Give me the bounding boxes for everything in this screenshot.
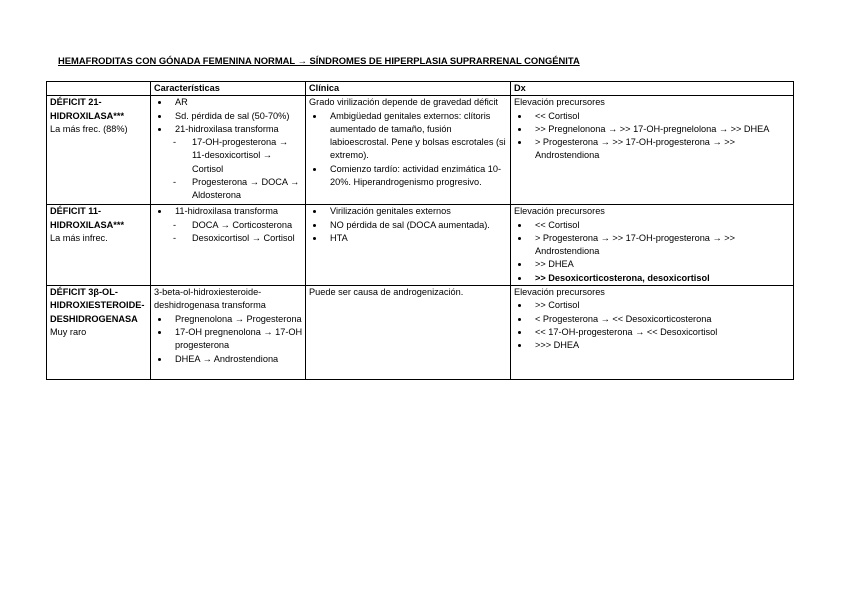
table-row	[47, 286, 794, 380]
cell-text: Grado virilización depende de gravedad déficit	[309, 97, 498, 108]
list-item: - DOCA → Corticosterona	[154, 219, 303, 232]
clinica-cell	[306, 205, 511, 286]
deficit-name-line1: DÉFICIT 11-	[50, 206, 102, 217]
list-item: Comienzo tardío: actividad enzimática 10-20%. Hiperandrogenismo progresivo.	[309, 163, 508, 190]
deficit-name-line2: HIDROXIESTEROIDE-	[50, 300, 145, 311]
list-item: 11-hidroxilasa transforma	[154, 205, 303, 218]
cell-text: Puede ser causa de androgenización.	[309, 287, 464, 298]
row-label-21-hidroxilasa	[47, 96, 151, 205]
list-item: >> Cortisol	[514, 299, 791, 312]
list-item: Pregnenolona → Progesterona	[154, 313, 303, 326]
deficit-note: Muy raro	[50, 326, 87, 337]
list-item: AR	[154, 96, 303, 109]
deficit-name-line2: HIDROXILASA***	[50, 110, 125, 121]
clinica-cell	[306, 96, 511, 205]
list-item: << Cortisol	[514, 110, 791, 123]
list-item: NO pérdida de sal (DOCA aumentada).	[309, 219, 508, 232]
dx-cell	[511, 286, 794, 380]
row-label-11-hidroxilasa	[47, 205, 151, 286]
table-row	[47, 205, 794, 286]
clinica-cell	[306, 286, 511, 380]
caracteristicas-cell	[151, 205, 306, 286]
deficit-name-line3: DESHIDROGENASA	[50, 313, 138, 324]
dx-cell	[511, 96, 794, 205]
list-item: 21-hidroxilasa transforma	[154, 123, 303, 136]
list-item: > Progesterona → >> 17-OH-progesterona → >> Androstendiona	[514, 136, 791, 163]
cell-text: 3-beta-ol-hidroxiesteroide-deshidrogenasa transforma	[154, 287, 266, 311]
deficit-name-line1: DÉFICIT 3β-OL-	[50, 287, 118, 298]
list-item: >> Pregnelonona → >> 17-OH-pregnelolona → >> DHEA	[514, 123, 791, 136]
hyperplasia-table	[46, 81, 794, 380]
dx-cell	[511, 205, 794, 286]
cell-text: Elevación precursores	[514, 97, 605, 108]
table-header-row	[47, 82, 794, 96]
deficit-name-line1: DÉFICIT 21-	[50, 97, 102, 108]
deficit-note: La más frec. (88%)	[50, 123, 128, 134]
list-item: DHEA → Androstendiona	[154, 353, 303, 366]
caracteristicas-cell	[151, 96, 306, 205]
cell-text: Elevación precursores	[514, 287, 605, 298]
list-item: - Progesterona → DOCA → Aldosterona	[154, 176, 303, 203]
list-item: Sd. pérdida de sal (50-70%)	[154, 110, 303, 123]
list-item: Virilización genitales externos	[309, 205, 508, 218]
deficit-note: La más infrec.	[50, 232, 108, 243]
list-item: >>> DHEA	[514, 339, 791, 352]
header-clinica: Clínica	[306, 82, 511, 96]
list-item: 17-OH pregnenolona → 17-OH progesterona	[154, 326, 303, 353]
list-item: Ambigüedad genitales externos: clítoris aumentado de tamaño, fusión labioescrostal. Pene y bolsas escrotales (si extremo).	[309, 110, 508, 163]
page-title: HEMAFRODITAS CON GÓNADA FEMENINA NORMAL → SÍNDROMES DE HIPERPLASIA SUPRARRENAL CONGÉNITA	[58, 55, 580, 66]
cell-text: Elevación precursores	[514, 206, 605, 217]
list-item: - Desoxicortisol → Cortisol	[154, 232, 303, 245]
list-item: - 17-OH-progesterona → 11-desoxicortisol → Cortisol	[154, 136, 303, 176]
list-item: > Progesterona → >> 17-OH-progesterona → >> Androstendiona	[514, 232, 791, 259]
list-item: < Progesterona → << Desoxicorticosterona	[514, 313, 791, 326]
table-row	[47, 96, 794, 205]
header-empty	[47, 82, 151, 96]
row-label-3beta	[47, 286, 151, 380]
header-dx: Dx	[511, 82, 794, 96]
list-item: << Cortisol	[514, 219, 791, 232]
list-item: >> Desoxicorticosterona, desoxicortisol	[514, 272, 791, 285]
header-caracteristicas: Características	[151, 82, 306, 96]
deficit-name-line2: HIDROXILASA***	[50, 219, 125, 230]
caracteristicas-cell	[151, 286, 306, 380]
list-item: << 17-OH-progesterona → << Desoxicortisol	[514, 326, 791, 339]
list-item: >> DHEA	[514, 258, 791, 271]
list-item: HTA	[309, 232, 508, 245]
